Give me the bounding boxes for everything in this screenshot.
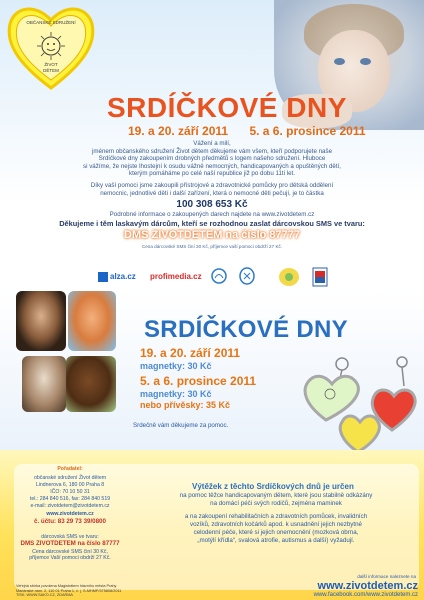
proceeds-line-1: na pomoc těžce handicapovaným dětem, které jsou stabilně odkázány — [179, 492, 373, 499]
organizer-email[interactable]: e-mail: zivotdetem@zivotdetem.cz — [30, 503, 110, 509]
heart-logo — [4, 2, 98, 92]
proceeds-line-3: a na zakoupení rehabilitačních a zdravotních pomůcek, invalidních — [184, 513, 368, 520]
intro-line-5: kterým pomáháme po celé naší republice již po dobu 11ti let. — [128, 170, 295, 177]
ms-logo — [210, 267, 230, 287]
profimedia-logo: profimedia.cz — [150, 272, 202, 281]
middle-date-september: 19. a 20. září 2011 — [140, 346, 241, 360]
magnets-price-2: magnetky: 30 Kč — [140, 389, 212, 399]
chimpanzee-photo — [16, 291, 66, 351]
help-line-1: Díky vaší pomoci jsme zakoupili přístrojové a zdravotnické pomůcky pro dětská oddělení — [90, 182, 334, 189]
sms-thanks: Děkujeme i těm laskavým dárcům, kteří se rozhodnou zaslat dárcovskou SMS ve tvaru: — [59, 219, 365, 228]
date-december: 5. a 6. prosince 2011 — [249, 124, 366, 138]
organizer-tel: tel.: 284 840 516, fax: 284 840 519 — [29, 496, 111, 502]
organizer-name: občanské sdružení Život dětem — [33, 475, 107, 481]
proceeds-line-5: celodenní péče, které si jejich onemocnění (mozková obrna, — [193, 529, 359, 536]
alza-logo: alza.cz — [98, 267, 136, 287]
total-amount: 100 308 653 Kč — [176, 199, 248, 210]
heart-logo-bottom-text-1: ŽIVOT — [44, 62, 58, 67]
sms-format-small: DMS ZIVOTDETEM na číslo 87777 — [20, 540, 120, 547]
organizer-ico: IČO: 70 10 50 31 — [50, 489, 90, 495]
facebook-link[interactable]: www.facebook.com/www.zivotdetem.cz — [313, 592, 418, 598]
help-line-2: nemocnic, jednotlivé děti i další zařízení, která o nemocné děti pečují, je to částka — [100, 189, 324, 197]
sms-head: dárcovská SMS ve tvaru: — [41, 534, 99, 540]
proceeds-title: Výtěžek z těchto Srdíčkových dnů je určen — [192, 482, 354, 491]
bank-account: č. účtu: 83 29 73 39/0800 — [34, 518, 106, 525]
dog-photo — [22, 356, 66, 412]
intro-line-3: Srdíčkové dny zakoupením drobných předmětů s logem našeho sdružení. Hluboce — [98, 155, 326, 162]
sms-format: DMS ZIVOTDETEM na číslo 87777 — [123, 229, 301, 241]
organizer-head: Pořadatel: — [57, 466, 83, 472]
top-dates — [128, 124, 366, 138]
proceeds-line-2: na domácí péči svých rodičů, zejména maminek — [210, 500, 342, 507]
keychain-price: nebo přívěsky: 35 Kč — [140, 400, 231, 410]
middle-thanks: Srdečně vám děkujeme za pomoc. — [133, 422, 229, 429]
intro-line-1: Vážení a milí, — [193, 140, 231, 147]
ministry-logo — [312, 267, 336, 287]
sms-price-note: Cena dárcovské SMS činí 30 Kč, příjemce vaší pomoci obdrží 27 Kč. — [141, 244, 283, 249]
heart-logo-bottom-text-2: DĚTEM — [43, 68, 59, 73]
dzu-logo — [278, 267, 302, 287]
magnets-price-1: magnetky: 30 Kč — [140, 361, 212, 371]
proceeds-line-4: vozíků, zdravotních kočárků apod. k usnadnění jejich nezbytné — [190, 521, 362, 528]
dm-logo — [238, 267, 258, 287]
proceeds-line-6: „motýlí křídla“, svalová atrofie, autismus a další) vyžadují. — [197, 537, 355, 544]
intro-line-2: jménem občanského sdružení Život dětem děkujeme vám všem, kteří podporujete naše — [91, 147, 333, 155]
sponsor-logos — [0, 262, 424, 290]
middle-date-december: 5. a 6. prosince 2011 — [140, 374, 257, 388]
website-link[interactable]: www.zivotdetem.cz — [317, 580, 418, 592]
footer-text: Veřejná sbírka povolena Magistrátem hlavního města Prahy Mariánské nám. 2, 110 01 Praha 1, č. j. S-MHMP/375808/2011 TISK: WWW.SAKO.CZ, ZDARMA — [16, 584, 122, 598]
info-link-line[interactable]: Podrobné informace o zakoupených darech najdete na www.zivotdetem.cz — [109, 211, 315, 218]
horse-photo — [66, 356, 116, 412]
intro-line-4: si vážíme, že nejste lhostejní k osudu vážně nemocných, handicapovaných a opuštěných dětí, — [83, 162, 341, 170]
date-september: 19. a 20. září 2011 — [128, 124, 229, 138]
more-info-label: další informace naleznete na — [357, 574, 416, 579]
sms-note-1: Cena dárcovské SMS činí 30 Kč, — [32, 549, 108, 555]
organizer-address: Lindnerova 6, 180 00 Praha 8 — [35, 482, 105, 488]
organizer-web[interactable]: www.zivotdetem.cz — [46, 511, 94, 517]
heart-logo-top-text: OBČANSKÉ SDRUŽENÍ — [26, 20, 76, 25]
kitten-photo — [68, 291, 116, 351]
middle-title: SRDÍČKOVÉ DNY — [144, 316, 348, 343]
keychains-image — [300, 356, 420, 456]
sms-note-2: příjemce Vaší pomoci obdrží 27 Kč. — [29, 555, 111, 561]
main-title: SRDÍČKOVÉ DNY — [107, 92, 347, 123]
